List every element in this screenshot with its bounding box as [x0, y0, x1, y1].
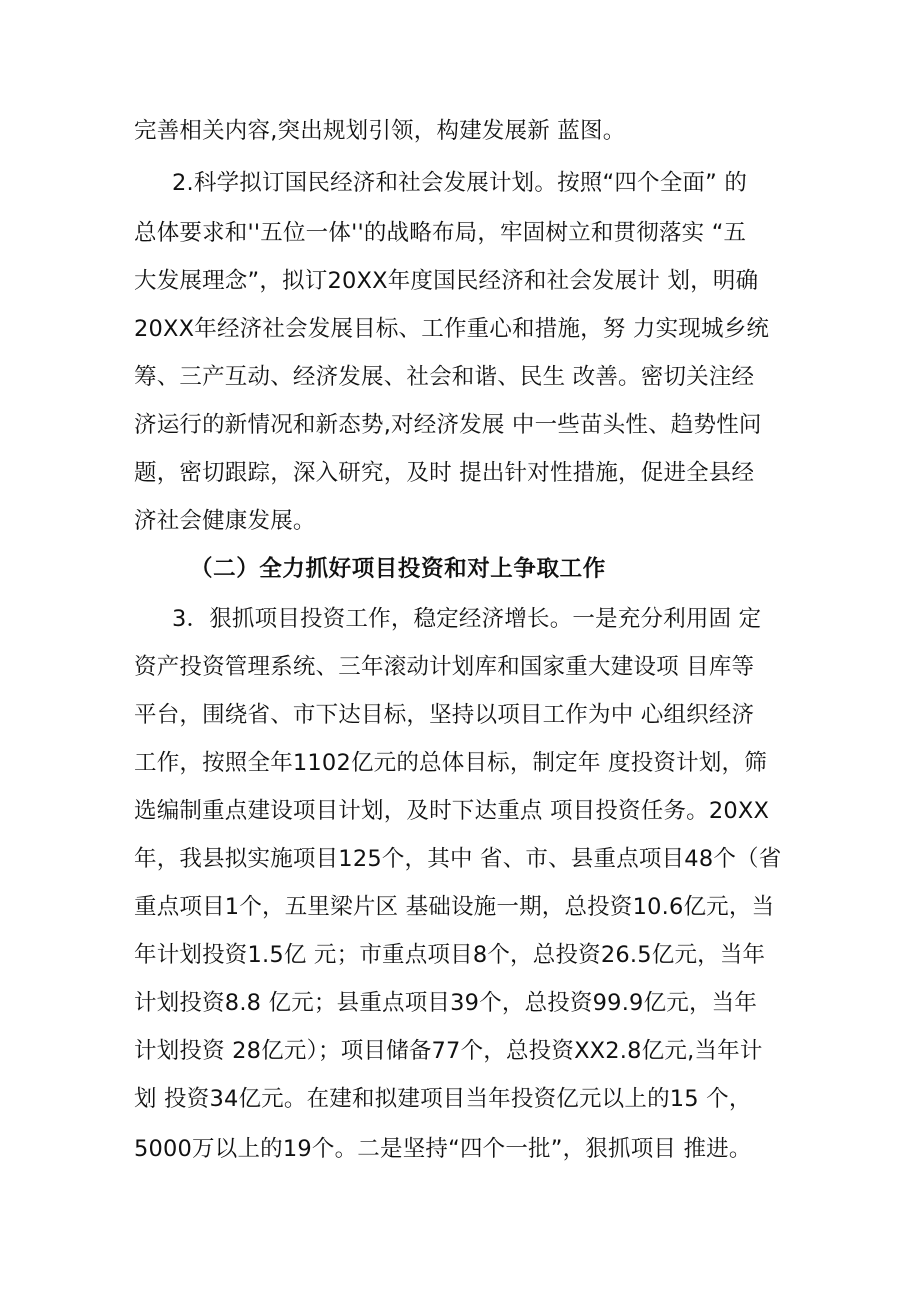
- paragraph-line: 题，密切跟踪，深入研究，及时 提出针对性措施，促进全县经: [134, 460, 755, 486]
- paragraph-line: 筹、三产互动、经济发展、社会和谐、民生 改善。密切关注经: [134, 364, 755, 390]
- paragraph-line: 20XX年经济社会发展目标、工作重心和措施，努 力实现城乡统: [134, 316, 770, 342]
- paragraph-line: 选编制重点建设项目计划，及时下达重点 项目投资任务。20XX: [134, 798, 770, 824]
- paragraph-line: 2.科学拟订国民经济和社会发展计划。按照“四个全面” 的: [172, 170, 748, 196]
- paragraph-line: 济社会健康发展。: [134, 508, 316, 534]
- paragraph-line: 济运行的新情况和新态势,对经济发展 中一些苗头性、趋势性问: [134, 412, 762, 438]
- section-heading: （二）全力抓好项目投资和对上争取工作: [190, 556, 606, 582]
- paragraph-line: 计划投资 28亿元）；项目储备77个，总投资XX2.8亿元,当年计: [134, 1038, 763, 1064]
- paragraph-line: 重点项目1个，五里梁片区 基础设施一期，总投资10.6亿元，当: [134, 894, 775, 920]
- paragraph-line: 平台，围绕省、市下达目标，坚持以项目工作为中 心组织经济: [134, 702, 755, 728]
- paragraph-line: 划 投资34亿元。在建和拟建项目当年投资亿元以上的15 个，: [134, 1086, 752, 1112]
- paragraph-line: 完善相关内容,突出规划引领，构建发展新 蓝图。: [134, 118, 626, 144]
- paragraph-line: 资产投资管理系统、三年滚动计划库和国家重大建设项 目库等: [134, 654, 755, 680]
- paragraph-line: 5000万以上的19个。二是坚持“四个一批”，狠抓项目 推进。: [134, 1136, 752, 1162]
- paragraph-line: 年计划投资1.5亿 元；市重点项目8个，总投资26.5亿元，当年: [134, 942, 766, 968]
- paragraph-line: 大发展理念”，拟订20XX年度国民经济和社会发展计 划，明确: [134, 268, 759, 294]
- paragraph-line: 总体要求和''五位一体''的战略布局，牢固树立和贯彻落实 “五: [134, 220, 747, 246]
- paragraph-line: 计划投资8.8 亿元；县重点项目39个，总投资99.9亿元，当年: [134, 990, 758, 1016]
- paragraph-line: 工作，按照全年1102亿元的总体目标，制定年 度投资计划，筛: [134, 750, 767, 776]
- paragraph-line: 年，我县拟实施项目125个，其中 省、市、县重点项目48个（省: [134, 846, 782, 872]
- paragraph-line: 3．狠抓项目投资工作，稳定经济增长。一是充分利用固 定: [172, 606, 762, 632]
